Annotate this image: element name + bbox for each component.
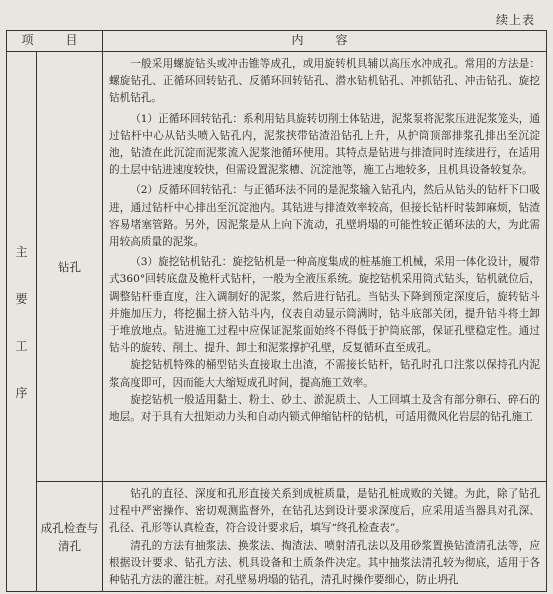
paragraph: （1）正循环回转钻孔：系利用钻具旋转切削土体钻进，泥浆泵将泥浆压进泥浆笼头，通过钻杆中心从钻头喷入钻孔内，泥浆挟带钻渣沿钻孔上升，从护筒顶部排浆孔排出至沉淀池，钻渣在此沉淀而泥浆流入泥浆池循环使用。其特点是钻进与排渣同时连续进行，在适用的土层中钻进速度较快，但需设置泥浆槽、沉淀池等，施工占地较多，且机具设备较复杂。 [109,112,540,177]
paragraph: 钻孔的直径、深度和孔形直接关系到成桩质量，是钻孔桩成败的关键。为此，除了钻孔过程中严密操作、密切观测监督外，在钻孔达到设计要求深度后，应采用适当器具对孔深、孔径、孔形等认真检查，符合设计要求后，填写“终孔检查表”。 [109,488,540,535]
main-process-label [7,52,37,592]
table-row-drilling [7,52,547,482]
table-header-row [7,31,547,52]
main-process-char: 主 [15,244,28,259]
row-label-inspection: 成孔检查与清孔 [37,482,103,592]
row-label-drilling: 钻孔 [37,52,103,482]
row-content-inspection [103,482,547,592]
paragraph: 旋挖钻机特殊的桶型钻头直接取土出渣，不需接长钻杆，钻孔时孔口注浆以保持孔内泥浆高度即可，因而能大大缩短成孔时间，提高施工效率。 [109,359,540,389]
row-content-drilling [103,52,547,482]
main-process-char: 工 [15,338,28,353]
continued-table-label: 续上表 [495,13,535,27]
column-header-item: 项 目 [7,31,103,52]
paragraph: （3）旋挖钻机钻孔：旋挖钻机是一种高度集成的桩基施工机械，采用一体化设计，履带式360°回转底盘及桅杆式钻杆，一般为全液压系统。旋挖钻机采用筒式钻头，钻机就位后，调整钻杆垂直度，注入调制好的泥浆，然后进行钻孔。当钻头下降到预定深度后，旋转钻斗并施加压力，将挖掘土挤入钻斗内，仪表自动显示筒满时，钻斗底部关闭，提升钻斗将土卸于堆放地点。钻进施工过程中应保证泥浆面始终不得低于护筒底部，保证孔壁稳定性。通过钻斗的旋转、削土、提升、卸土和泥浆撑护孔壁，反复循环直至成孔。 [109,256,540,355]
process-table [6,30,547,592]
main-process-char: 要 [15,291,28,306]
column-header-content: 内 容 [103,31,547,52]
main-process-char: 序 [15,385,28,400]
table-row-inspection [7,482,547,592]
paragraph: 清孔的方法有抽浆法、换浆法、掏渣法、喷射清孔法以及用砂浆置换钻渣清孔法等，应根据设计要求、钻孔方法、机具设备和土质条件决定。其中抽浆法清孔较为彻底，适用于各种钻孔方法的灌注桩。对孔壁易坍塌的钻孔，清孔时操作要细心，防止坍孔 [109,539,540,587]
paragraph: 一般采用螺旋钻头或冲击锥等成孔，或用旋转机具辅以高压水冲成孔。常用的方法是：螺旋钻孔、正循环回转钻孔、反循环回转钻孔、潜水钻机钻孔、冲抓钻孔、冲击钻孔、旋挖钻机钻孔。 [109,58,540,105]
paragraph: 旋挖钻机一般适用黏土、粉土、砂土、淤泥质土、人工回填土及含有部分卵石、碎石的地层。对于具有大扭矩动力头和自动内锁式伸缩钻杆的钻机，可适用微风化岩层的钻孔施工 [109,393,540,424]
paragraph: （2）反循环回转钻孔：与正循环法不同的是泥浆输入钻孔内，然后从钻头的钻杆下口吸进，通过钻杆中心排出至沉淀池内。其钻进与排渣效率较高，但接长钻杆时装卸麻烦，钻渣容易堵塞管路。另外，因泥浆是从上向下流动，孔壁坍塌的可能性较正循环法的大，为此需用较高质量的泥浆。 [109,184,540,249]
